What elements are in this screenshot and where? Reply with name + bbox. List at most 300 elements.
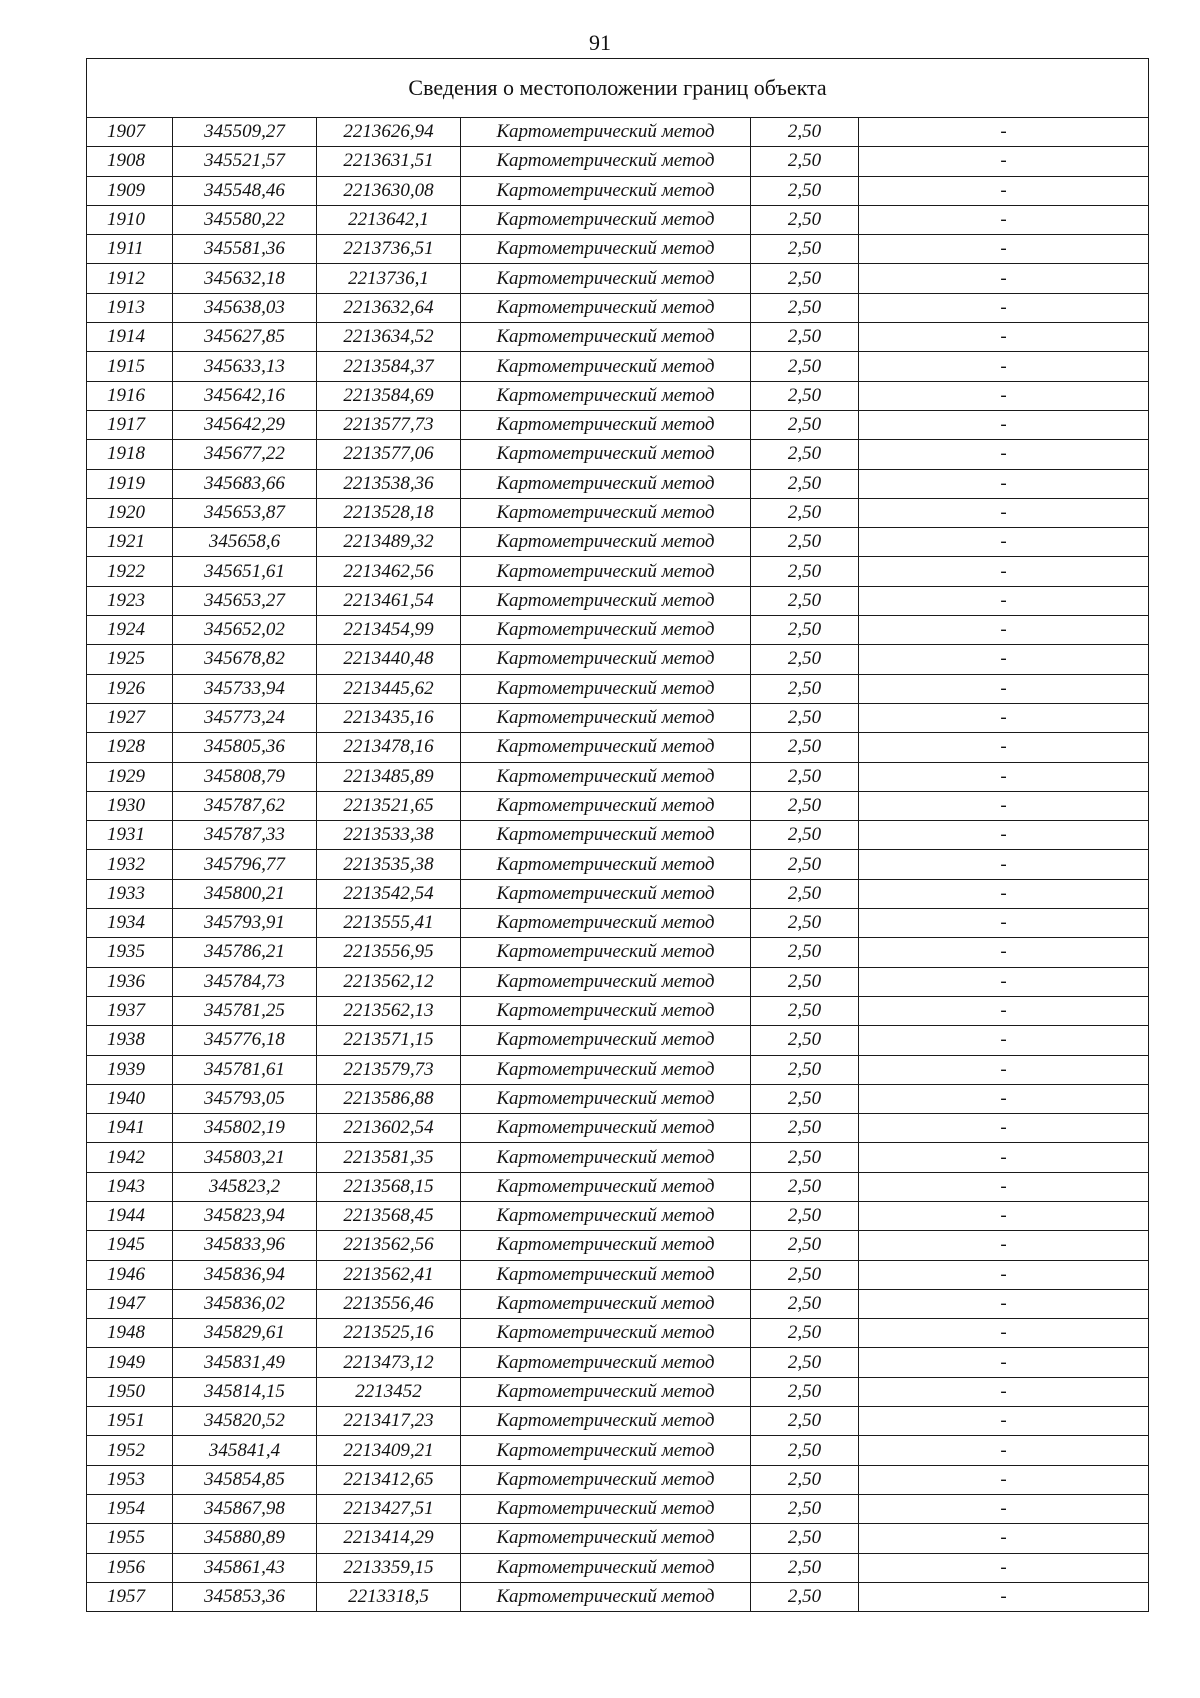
method-cell: Картометрический метод: [461, 996, 751, 1025]
y-coordinate-cell: 2213634,52: [317, 323, 461, 352]
accuracy-cell: 2,50: [751, 1377, 859, 1406]
y-coordinate-cell: 2213462,56: [317, 557, 461, 586]
x-coordinate-cell: 345776,18: [173, 1026, 317, 1055]
x-coordinate-cell: 345658,6: [173, 528, 317, 557]
description-cell: -: [859, 616, 1149, 645]
method-cell: Картометрический метод: [461, 1026, 751, 1055]
x-coordinate-cell: 345805,36: [173, 733, 317, 762]
description-cell: -: [859, 967, 1149, 996]
table-row: [87, 791, 1149, 820]
x-coordinate-cell: 345823,94: [173, 1201, 317, 1230]
table-row: [87, 498, 1149, 527]
x-coordinate-cell: 345653,27: [173, 586, 317, 615]
accuracy-cell: 2,50: [751, 821, 859, 850]
accuracy-cell: 2,50: [751, 1143, 859, 1172]
description-cell: -: [859, 1055, 1149, 1084]
point-number-cell: 1907: [87, 118, 173, 147]
x-coordinate-cell: 345784,73: [173, 967, 317, 996]
point-number-cell: 1939: [87, 1055, 173, 1084]
description-cell: -: [859, 440, 1149, 469]
description-cell: -: [859, 733, 1149, 762]
x-coordinate-cell: 345633,13: [173, 352, 317, 381]
method-cell: Картометрический метод: [461, 1084, 751, 1113]
point-number-cell: 1943: [87, 1172, 173, 1201]
point-number-cell: 1951: [87, 1407, 173, 1436]
accuracy-cell: 2,50: [751, 1348, 859, 1377]
method-cell: Картометрический метод: [461, 1553, 751, 1582]
method-cell: Картометрический метод: [461, 1114, 751, 1143]
method-cell: Картометрический метод: [461, 1524, 751, 1553]
method-cell: Картометрический метод: [461, 850, 751, 879]
point-number-cell: 1938: [87, 1026, 173, 1055]
point-number-cell: 1945: [87, 1231, 173, 1260]
y-coordinate-cell: 2213571,15: [317, 1026, 461, 1055]
table-row: [87, 821, 1149, 850]
point-number-cell: 1916: [87, 381, 173, 410]
description-cell: -: [859, 1407, 1149, 1436]
y-coordinate-cell: 2213445,62: [317, 674, 461, 703]
description-cell: -: [859, 1582, 1149, 1611]
table-row: [87, 1172, 1149, 1201]
point-number-cell: 1929: [87, 762, 173, 791]
y-coordinate-cell: 2213630,08: [317, 176, 461, 205]
y-coordinate-cell: 2213473,12: [317, 1348, 461, 1377]
point-number-cell: 1957: [87, 1582, 173, 1611]
x-coordinate-cell: 345580,22: [173, 205, 317, 234]
x-coordinate-cell: 345786,21: [173, 938, 317, 967]
method-cell: Картометрический метод: [461, 879, 751, 908]
method-cell: Картометрический метод: [461, 293, 751, 322]
accuracy-cell: 2,50: [751, 1319, 859, 1348]
accuracy-cell: 2,50: [751, 850, 859, 879]
table-row: [87, 1319, 1149, 1348]
y-coordinate-cell: 2213528,18: [317, 498, 461, 527]
point-number-cell: 1920: [87, 498, 173, 527]
point-number-cell: 1942: [87, 1143, 173, 1172]
accuracy-cell: 2,50: [751, 1553, 859, 1582]
y-coordinate-cell: 2213568,45: [317, 1201, 461, 1230]
table-row: [87, 1055, 1149, 1084]
y-coordinate-cell: 2213736,51: [317, 235, 461, 264]
description-cell: -: [859, 1524, 1149, 1553]
method-cell: Картометрический метод: [461, 469, 751, 498]
point-number-cell: 1932: [87, 850, 173, 879]
point-number-cell: 1946: [87, 1260, 173, 1289]
method-cell: Картометрический метод: [461, 1348, 751, 1377]
y-coordinate-cell: 2213577,73: [317, 410, 461, 439]
point-number-cell: 1930: [87, 791, 173, 820]
point-number-cell: 1953: [87, 1465, 173, 1494]
accuracy-cell: 2,50: [751, 1260, 859, 1289]
accuracy-cell: 2,50: [751, 1231, 859, 1260]
point-number-cell: 1948: [87, 1319, 173, 1348]
point-number-cell: 1922: [87, 557, 173, 586]
table-row: [87, 1348, 1149, 1377]
method-cell: Картометрический метод: [461, 645, 751, 674]
x-coordinate-cell: 345787,33: [173, 821, 317, 850]
method-cell: Картометрический метод: [461, 733, 751, 762]
point-number-cell: 1950: [87, 1377, 173, 1406]
x-coordinate-cell: 345814,15: [173, 1377, 317, 1406]
accuracy-cell: 2,50: [751, 1289, 859, 1318]
accuracy-cell: 2,50: [751, 264, 859, 293]
method-cell: Картометрический метод: [461, 235, 751, 264]
point-number-cell: 1934: [87, 909, 173, 938]
y-coordinate-cell: 2213452: [317, 1377, 461, 1406]
point-number-cell: 1926: [87, 674, 173, 703]
x-coordinate-cell: 345793,91: [173, 909, 317, 938]
accuracy-cell: 2,50: [751, 762, 859, 791]
y-coordinate-cell: 2213409,21: [317, 1436, 461, 1465]
description-cell: -: [859, 1553, 1149, 1582]
accuracy-cell: 2,50: [751, 791, 859, 820]
y-coordinate-cell: 2213542,54: [317, 879, 461, 908]
table-row: [87, 410, 1149, 439]
description-cell: -: [859, 850, 1149, 879]
point-number-cell: 1935: [87, 938, 173, 967]
method-cell: Картометрический метод: [461, 1260, 751, 1289]
point-number-cell: 1909: [87, 176, 173, 205]
x-coordinate-cell: 345829,61: [173, 1319, 317, 1348]
method-cell: Картометрический метод: [461, 967, 751, 996]
x-coordinate-cell: 345823,2: [173, 1172, 317, 1201]
accuracy-cell: 2,50: [751, 381, 859, 410]
table-row: [87, 1407, 1149, 1436]
x-coordinate-cell: 345853,36: [173, 1582, 317, 1611]
y-coordinate-cell: 2213533,38: [317, 821, 461, 850]
method-cell: Картометрический метод: [461, 147, 751, 176]
description-cell: -: [859, 996, 1149, 1025]
table-row: [87, 323, 1149, 352]
y-coordinate-cell: 2213461,54: [317, 586, 461, 615]
x-coordinate-cell: 345652,02: [173, 616, 317, 645]
table-row: [87, 586, 1149, 615]
table-row: [87, 616, 1149, 645]
x-coordinate-cell: 345632,18: [173, 264, 317, 293]
x-coordinate-cell: 345831,49: [173, 1348, 317, 1377]
point-number-cell: 1919: [87, 469, 173, 498]
method-cell: Картометрический метод: [461, 528, 751, 557]
x-coordinate-cell: 345677,22: [173, 440, 317, 469]
table-row: [87, 469, 1149, 498]
accuracy-cell: 2,50: [751, 616, 859, 645]
table-row: [87, 996, 1149, 1025]
y-coordinate-cell: 2213602,54: [317, 1114, 461, 1143]
point-number-cell: 1923: [87, 586, 173, 615]
accuracy-cell: 2,50: [751, 1436, 859, 1465]
accuracy-cell: 2,50: [751, 1201, 859, 1230]
table-row: [87, 381, 1149, 410]
y-coordinate-cell: 2213581,35: [317, 1143, 461, 1172]
x-coordinate-cell: 345833,96: [173, 1231, 317, 1260]
accuracy-cell: 2,50: [751, 1055, 859, 1084]
x-coordinate-cell: 345802,19: [173, 1114, 317, 1143]
x-coordinate-cell: 345861,43: [173, 1553, 317, 1582]
accuracy-cell: 2,50: [751, 1465, 859, 1494]
point-number-cell: 1955: [87, 1524, 173, 1553]
table-row: [87, 938, 1149, 967]
y-coordinate-cell: 2213555,41: [317, 909, 461, 938]
point-number-cell: 1921: [87, 528, 173, 557]
point-number-cell: 1933: [87, 879, 173, 908]
description-cell: -: [859, 1260, 1149, 1289]
y-coordinate-cell: 2213521,65: [317, 791, 461, 820]
description-cell: -: [859, 1172, 1149, 1201]
y-coordinate-cell: 2213577,06: [317, 440, 461, 469]
accuracy-cell: 2,50: [751, 733, 859, 762]
table-row: [87, 879, 1149, 908]
table-row: [87, 1143, 1149, 1172]
table-row: [87, 674, 1149, 703]
description-cell: -: [859, 176, 1149, 205]
method-cell: Картометрический метод: [461, 586, 751, 615]
method-cell: Картометрический метод: [461, 762, 751, 791]
method-cell: Картометрический метод: [461, 703, 751, 732]
method-cell: Картометрический метод: [461, 118, 751, 147]
x-coordinate-cell: 345678,82: [173, 645, 317, 674]
point-number-cell: 1937: [87, 996, 173, 1025]
accuracy-cell: 2,50: [751, 323, 859, 352]
description-cell: -: [859, 1465, 1149, 1494]
description-cell: -: [859, 703, 1149, 732]
x-coordinate-cell: 345521,57: [173, 147, 317, 176]
table-row: [87, 1524, 1149, 1553]
accuracy-cell: 2,50: [751, 586, 859, 615]
x-coordinate-cell: 345781,25: [173, 996, 317, 1025]
x-coordinate-cell: 345781,61: [173, 1055, 317, 1084]
point-number-cell: 1914: [87, 323, 173, 352]
description-cell: -: [859, 235, 1149, 264]
x-coordinate-cell: 345548,46: [173, 176, 317, 205]
point-number-cell: 1917: [87, 410, 173, 439]
method-cell: Картометрический метод: [461, 1436, 751, 1465]
point-number-cell: 1913: [87, 293, 173, 322]
x-coordinate-cell: 345854,85: [173, 1465, 317, 1494]
point-number-cell: 1940: [87, 1084, 173, 1113]
table-row: [87, 118, 1149, 147]
accuracy-cell: 2,50: [751, 909, 859, 938]
y-coordinate-cell: 2213417,23: [317, 1407, 461, 1436]
y-coordinate-cell: 2213489,32: [317, 528, 461, 557]
table-row: [87, 733, 1149, 762]
y-coordinate-cell: 2213525,16: [317, 1319, 461, 1348]
accuracy-cell: 2,50: [751, 967, 859, 996]
table-row: [87, 557, 1149, 586]
table-row: [87, 1494, 1149, 1523]
description-cell: -: [859, 410, 1149, 439]
x-coordinate-cell: 345642,29: [173, 410, 317, 439]
description-cell: -: [859, 205, 1149, 234]
y-coordinate-cell: 2213632,64: [317, 293, 461, 322]
x-coordinate-cell: 345880,89: [173, 1524, 317, 1553]
method-cell: Картометрический метод: [461, 1494, 751, 1523]
point-number-cell: 1925: [87, 645, 173, 674]
y-coordinate-cell: 2213568,15: [317, 1172, 461, 1201]
table-row: [87, 1582, 1149, 1611]
accuracy-cell: 2,50: [751, 1084, 859, 1113]
table-row: [87, 440, 1149, 469]
description-cell: -: [859, 1436, 1149, 1465]
table-row: [87, 1260, 1149, 1289]
table-row: [87, 645, 1149, 674]
description-cell: -: [859, 352, 1149, 381]
y-coordinate-cell: 2213584,69: [317, 381, 461, 410]
table-row: [87, 703, 1149, 732]
method-cell: Картометрический метод: [461, 1231, 751, 1260]
description-cell: -: [859, 557, 1149, 586]
description-cell: -: [859, 879, 1149, 908]
accuracy-cell: 2,50: [751, 1582, 859, 1611]
table-row: [87, 235, 1149, 264]
description-cell: -: [859, 586, 1149, 615]
method-cell: Картометрический метод: [461, 1582, 751, 1611]
point-number-cell: 1936: [87, 967, 173, 996]
method-cell: Картометрический метод: [461, 498, 751, 527]
accuracy-cell: 2,50: [751, 147, 859, 176]
point-number-cell: 1918: [87, 440, 173, 469]
point-number-cell: 1915: [87, 352, 173, 381]
accuracy-cell: 2,50: [751, 1172, 859, 1201]
point-number-cell: 1949: [87, 1348, 173, 1377]
description-cell: -: [859, 909, 1149, 938]
description-cell: -: [859, 1114, 1149, 1143]
description-cell: -: [859, 498, 1149, 527]
table-row: [87, 1465, 1149, 1494]
page-number: 91: [589, 30, 611, 55]
y-coordinate-cell: 2213440,48: [317, 645, 461, 674]
x-coordinate-cell: 345836,94: [173, 1260, 317, 1289]
x-coordinate-cell: 345793,05: [173, 1084, 317, 1113]
y-coordinate-cell: 2213359,15: [317, 1553, 461, 1582]
accuracy-cell: 2,50: [751, 498, 859, 527]
accuracy-cell: 2,50: [751, 1524, 859, 1553]
method-cell: Картометрический метод: [461, 821, 751, 850]
table-row: [87, 1553, 1149, 1582]
point-number-cell: 1911: [87, 235, 173, 264]
table-caption-row: [87, 59, 1149, 118]
table-row: [87, 264, 1149, 293]
accuracy-cell: 2,50: [751, 176, 859, 205]
accuracy-cell: 2,50: [751, 528, 859, 557]
y-coordinate-cell: 2213562,56: [317, 1231, 461, 1260]
description-cell: -: [859, 118, 1149, 147]
table-row: [87, 528, 1149, 557]
y-coordinate-cell: 2213414,29: [317, 1524, 461, 1553]
accuracy-cell: 2,50: [751, 1407, 859, 1436]
point-number-cell: 1931: [87, 821, 173, 850]
description-cell: -: [859, 645, 1149, 674]
description-cell: -: [859, 264, 1149, 293]
description-cell: -: [859, 1494, 1149, 1523]
table-row: [87, 1436, 1149, 1465]
description-cell: -: [859, 674, 1149, 703]
description-cell: -: [859, 469, 1149, 498]
description-cell: -: [859, 1231, 1149, 1260]
description-cell: -: [859, 938, 1149, 967]
table-row: [87, 1289, 1149, 1318]
accuracy-cell: 2,50: [751, 235, 859, 264]
table-row: [87, 909, 1149, 938]
method-cell: Картометрический метод: [461, 323, 751, 352]
method-cell: Картометрический метод: [461, 1055, 751, 1084]
method-cell: Картометрический метод: [461, 352, 751, 381]
x-coordinate-cell: 345808,79: [173, 762, 317, 791]
method-cell: Картометрический метод: [461, 440, 751, 469]
point-number-cell: 1952: [87, 1436, 173, 1465]
description-cell: -: [859, 1201, 1149, 1230]
y-coordinate-cell: 2213538,36: [317, 469, 461, 498]
method-cell: Картометрический метод: [461, 1143, 751, 1172]
x-coordinate-cell: 345653,87: [173, 498, 317, 527]
accuracy-cell: 2,50: [751, 879, 859, 908]
y-coordinate-cell: 2213318,5: [317, 1582, 461, 1611]
y-coordinate-cell: 2213562,41: [317, 1260, 461, 1289]
method-cell: Картометрический метод: [461, 1289, 751, 1318]
y-coordinate-cell: 2213631,51: [317, 147, 461, 176]
x-coordinate-cell: 345683,66: [173, 469, 317, 498]
y-coordinate-cell: 2213478,16: [317, 733, 461, 762]
accuracy-cell: 2,50: [751, 293, 859, 322]
x-coordinate-cell: 345773,24: [173, 703, 317, 732]
y-coordinate-cell: 2213427,51: [317, 1494, 461, 1523]
y-coordinate-cell: 2213556,95: [317, 938, 461, 967]
method-cell: Картометрический метод: [461, 176, 751, 205]
x-coordinate-cell: 345651,61: [173, 557, 317, 586]
accuracy-cell: 2,50: [751, 557, 859, 586]
point-number-cell: 1908: [87, 147, 173, 176]
description-cell: -: [859, 1084, 1149, 1113]
method-cell: Картометрический метод: [461, 1407, 751, 1436]
point-number-cell: 1944: [87, 1201, 173, 1230]
table-row: [87, 205, 1149, 234]
point-number-cell: 1947: [87, 1289, 173, 1318]
y-coordinate-cell: 2213412,65: [317, 1465, 461, 1494]
table-row: [87, 850, 1149, 879]
x-coordinate-cell: 345803,21: [173, 1143, 317, 1172]
method-cell: Картометрический метод: [461, 1465, 751, 1494]
point-number-cell: 1927: [87, 703, 173, 732]
description-cell: -: [859, 1377, 1149, 1406]
x-coordinate-cell: 345581,36: [173, 235, 317, 264]
description-cell: -: [859, 1348, 1149, 1377]
description-cell: -: [859, 762, 1149, 791]
method-cell: Картометрический метод: [461, 909, 751, 938]
point-number-cell: 1928: [87, 733, 173, 762]
y-coordinate-cell: 2213435,16: [317, 703, 461, 732]
x-coordinate-cell: 345836,02: [173, 1289, 317, 1318]
x-coordinate-cell: 345787,62: [173, 791, 317, 820]
method-cell: Картометрический метод: [461, 410, 751, 439]
method-cell: Картометрический метод: [461, 674, 751, 703]
accuracy-cell: 2,50: [751, 645, 859, 674]
accuracy-cell: 2,50: [751, 469, 859, 498]
x-coordinate-cell: 345841,4: [173, 1436, 317, 1465]
table-row: [87, 352, 1149, 381]
accuracy-cell: 2,50: [751, 352, 859, 381]
method-cell: Картометрический метод: [461, 557, 751, 586]
x-coordinate-cell: 345627,85: [173, 323, 317, 352]
point-number-cell: 1954: [87, 1494, 173, 1523]
method-cell: Картометрический метод: [461, 1172, 751, 1201]
description-cell: -: [859, 323, 1149, 352]
table-row: [87, 762, 1149, 791]
point-number-cell: 1912: [87, 264, 173, 293]
table-body: [87, 118, 1149, 1612]
y-coordinate-cell: 2213556,46: [317, 1289, 461, 1318]
y-coordinate-cell: 2213626,94: [317, 118, 461, 147]
method-cell: Картометрический метод: [461, 381, 751, 410]
y-coordinate-cell: 2213454,99: [317, 616, 461, 645]
